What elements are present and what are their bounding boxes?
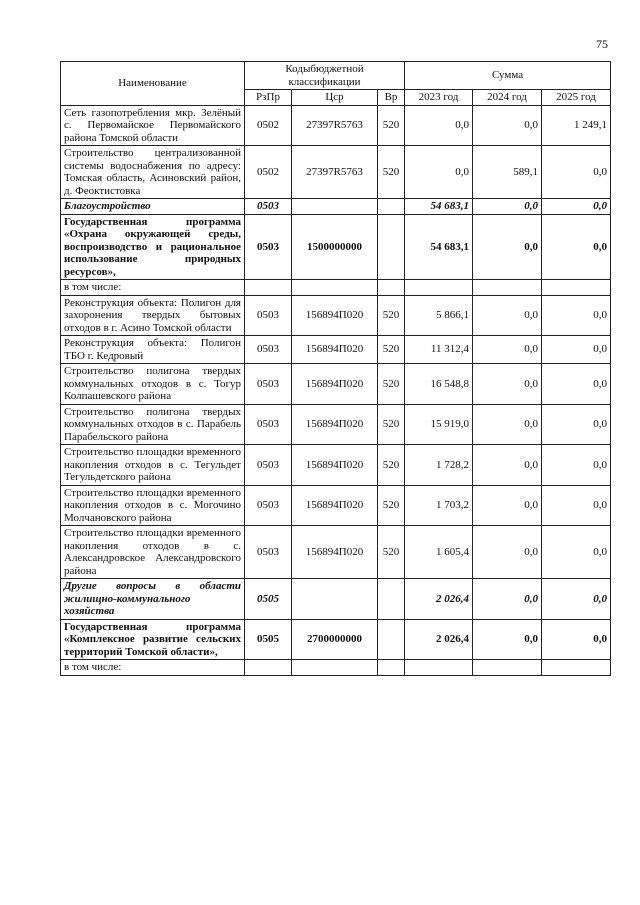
row-vr: 520 (378, 336, 405, 364)
row-y2024: 0,0 (473, 295, 542, 336)
table-row (61, 364, 611, 405)
row-rzpr (245, 660, 292, 676)
row-y2025: 0,0 (542, 364, 611, 405)
row-y2024: 0,0 (473, 445, 542, 486)
row-csr: 156894П020 (292, 526, 378, 579)
row-y2023: 15 919,0 (405, 404, 473, 445)
row-y2024 (473, 280, 542, 296)
page-number: 75 (596, 37, 608, 51)
row-name: Реконструкция объекта: Полигон для захоронения твердых бытовых отходов в г. Асино Томской области (61, 295, 245, 336)
row-y2025: 0,0 (542, 619, 611, 660)
row-y2025: 0,0 (542, 336, 611, 364)
row-vr: 520 (378, 146, 405, 199)
row-rzpr: 0503 (245, 526, 292, 579)
row-name: Государственная программа «Комплексное развитие сельских территорий Томской области», (61, 619, 245, 660)
row-y2023: 1 703,2 (405, 485, 473, 526)
row-y2024: 0,0 (473, 199, 542, 215)
row-vr (378, 214, 405, 280)
row-y2025: 0,0 (542, 214, 611, 280)
row-name: Строительство площадки временного накопления отходов в с. Тегульдет Тегульдетского района (61, 445, 245, 486)
row-y2024: 0,0 (473, 404, 542, 445)
table-body (61, 105, 611, 675)
row-vr (378, 660, 405, 676)
row-y2024: 0,0 (473, 105, 542, 146)
row-name: Реконструкция объекта: Полигон ТБО г. Кедровый (61, 336, 245, 364)
row-y2023: 11 312,4 (405, 336, 473, 364)
row-y2025: 0,0 (542, 445, 611, 486)
row-y2023: 0,0 (405, 146, 473, 199)
row-vr: 520 (378, 485, 405, 526)
row-y2025: 0,0 (542, 146, 611, 199)
row-csr: 156894П020 (292, 364, 378, 405)
row-y2023: 0,0 (405, 105, 473, 146)
header-sum: Сумма (405, 62, 611, 90)
row-name: Строительство полигона твердых коммунальных отходов в с. Парабель Парабельского района (61, 404, 245, 445)
row-name: Строительство централизованной системы водоснабжения по адресу: Томская область, Асиновский район, д. Феоктистовка (61, 146, 245, 199)
row-y2023 (405, 280, 473, 296)
row-y2024: 589,1 (473, 146, 542, 199)
table-row (61, 619, 611, 660)
row-y2025: 0,0 (542, 526, 611, 579)
row-vr: 520 (378, 526, 405, 579)
row-name: Сеть газопотребления мкр. Зелёный с. Первомайское Первомайского района Томской области (61, 105, 245, 146)
row-vr (378, 280, 405, 296)
row-name: в том числе: (61, 660, 245, 676)
row-y2024: 0,0 (473, 364, 542, 405)
row-rzpr: 0505 (245, 579, 292, 620)
row-rzpr: 0503 (245, 199, 292, 215)
table-row (61, 295, 611, 336)
row-csr: 156894П020 (292, 336, 378, 364)
row-y2023: 1 728,2 (405, 445, 473, 486)
header-rzpr: РзПр (245, 90, 292, 106)
row-csr: 156894П020 (292, 445, 378, 486)
row-y2023 (405, 660, 473, 676)
row-rzpr: 0502 (245, 105, 292, 146)
table-row (61, 105, 611, 146)
row-y2024: 0,0 (473, 526, 542, 579)
row-vr: 520 (378, 364, 405, 405)
row-vr: 520 (378, 404, 405, 445)
header-row-1 (61, 62, 611, 90)
row-y2025: 0,0 (542, 199, 611, 215)
header-csr: Цср (292, 90, 378, 106)
row-name: в том числе: (61, 280, 245, 296)
table-row (61, 445, 611, 486)
row-csr (292, 280, 378, 296)
row-name: Строительство полигона твердых коммунальных отходов в с. Тогур Колпашевского района (61, 364, 245, 405)
row-rzpr: 0503 (245, 214, 292, 280)
row-y2025: 0,0 (542, 579, 611, 620)
row-rzpr: 0503 (245, 404, 292, 445)
row-y2025: 0,0 (542, 485, 611, 526)
row-vr (378, 619, 405, 660)
row-rzpr: 0502 (245, 146, 292, 199)
header-vr: Вр (378, 90, 405, 106)
row-y2023: 54 683,1 (405, 199, 473, 215)
row-name: Благоустройство (61, 199, 245, 215)
row-csr: 156894П020 (292, 404, 378, 445)
row-vr (378, 579, 405, 620)
row-name: Государственная программа «Охрана окружающей среды, воспроизводство и рациональное использование природных ресурсов», (61, 214, 245, 280)
row-csr (292, 579, 378, 620)
row-y2024 (473, 660, 542, 676)
row-csr: 2700000000 (292, 619, 378, 660)
row-y2023: 16 548,8 (405, 364, 473, 405)
row-y2023: 2 026,4 (405, 579, 473, 620)
table-row (61, 199, 611, 215)
row-csr: 1500000000 (292, 214, 378, 280)
header-2024: 2024 год (473, 90, 542, 106)
row-y2025 (542, 660, 611, 676)
header-2025: 2025 год (542, 90, 611, 106)
row-y2024: 0,0 (473, 214, 542, 280)
row-y2025: 0,0 (542, 295, 611, 336)
row-rzpr: 0503 (245, 445, 292, 486)
table-row (61, 526, 611, 579)
header-codes: Кодыбюджетной классификации (245, 62, 405, 90)
row-y2023: 1 605,4 (405, 526, 473, 579)
row-rzpr: 0503 (245, 336, 292, 364)
row-y2023: 54 683,1 (405, 214, 473, 280)
row-csr (292, 660, 378, 676)
row-y2025 (542, 280, 611, 296)
row-y2024: 0,0 (473, 619, 542, 660)
row-rzpr: 0503 (245, 295, 292, 336)
row-csr: 27397R5763 (292, 105, 378, 146)
row-name: Строительство площадки временного накопления отходов в с. Александровское Александровского района (61, 526, 245, 579)
row-csr: 156894П020 (292, 485, 378, 526)
row-y2024: 0,0 (473, 579, 542, 620)
row-vr: 520 (378, 105, 405, 146)
row-y2023: 5 866,1 (405, 295, 473, 336)
row-rzpr: 0503 (245, 485, 292, 526)
table-row (61, 280, 611, 296)
row-csr (292, 199, 378, 215)
row-csr: 156894П020 (292, 295, 378, 336)
row-rzpr: 0503 (245, 364, 292, 405)
table-row (61, 214, 611, 280)
row-y2025: 0,0 (542, 404, 611, 445)
table-row (61, 579, 611, 620)
header-2023: 2023 год (405, 90, 473, 106)
table-row (61, 485, 611, 526)
row-vr: 520 (378, 445, 405, 486)
row-y2023: 2 026,4 (405, 619, 473, 660)
budget-table (60, 61, 611, 676)
row-rzpr: 0505 (245, 619, 292, 660)
table-row (61, 146, 611, 199)
row-name: Строительство площадки временного накопления отходов в с. Могочино Молчановского района (61, 485, 245, 526)
row-name: Другие вопросы в области жилищно-коммунального хозяйства (61, 579, 245, 620)
row-y2025: 1 249,1 (542, 105, 611, 146)
table-row (61, 660, 611, 676)
row-y2024: 0,0 (473, 336, 542, 364)
header-name: Наименование (61, 62, 245, 106)
row-rzpr (245, 280, 292, 296)
table-row (61, 336, 611, 364)
row-vr: 520 (378, 295, 405, 336)
table-row (61, 404, 611, 445)
row-y2024: 0,0 (473, 485, 542, 526)
row-csr: 27397R5763 (292, 146, 378, 199)
row-vr (378, 199, 405, 215)
